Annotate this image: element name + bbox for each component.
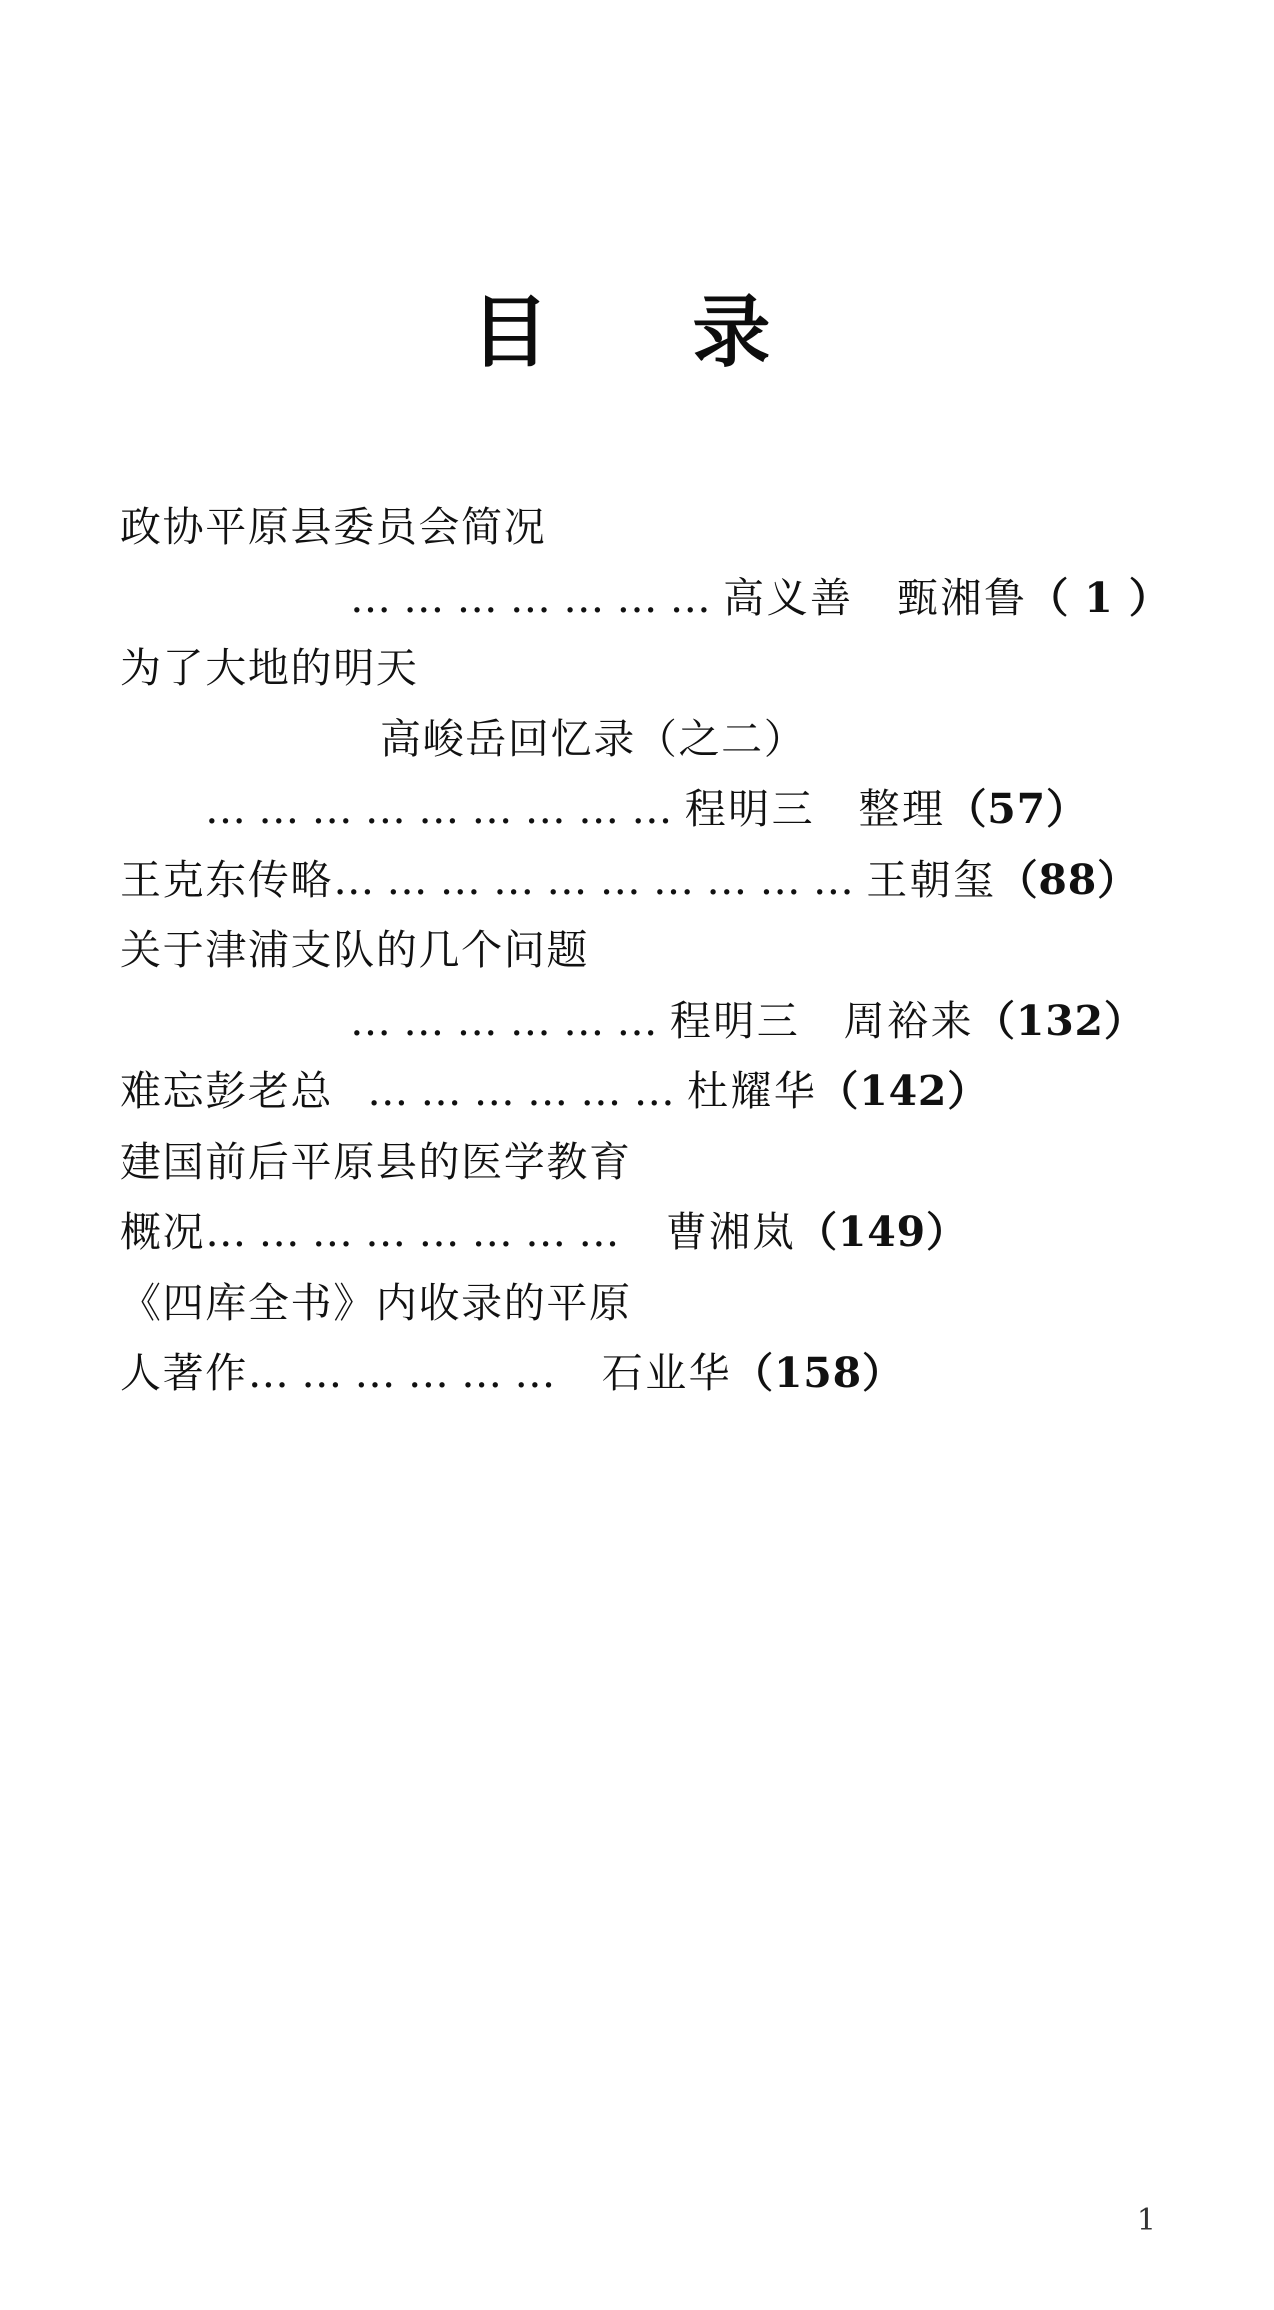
page-folio: 1 xyxy=(1136,2203,1156,2238)
toc-entry-authors: 高义善 甄湘鲁 xyxy=(723,573,1028,622)
leader-dots: ……………… xyxy=(247,1349,568,1398)
toc-entry-title: 难忘彭老总 xyxy=(120,1067,334,1116)
leader-dots: …………………… xyxy=(205,1208,632,1257)
toc-entry-leader-row xyxy=(120,1197,1144,1268)
toc-entry-page: （142） xyxy=(817,1067,990,1116)
toc-entry-authors: 杜耀华 xyxy=(687,1067,818,1116)
toc-entry-subtitle: 高峻岳回忆录（之二） xyxy=(380,714,807,763)
toc-entry-page: （88） xyxy=(996,855,1139,904)
leader-dots: ………………… xyxy=(350,573,724,622)
toc-entry-leader-row xyxy=(120,986,1144,1057)
toc-entry[interactable] xyxy=(120,845,1144,916)
toc-entry-authors: 曹湘岚 xyxy=(665,1208,797,1257)
toc-entry-authors: 程明三 整理 xyxy=(684,785,946,834)
toc-entry-title[interactable]: 建国前后平原县的医学教育 xyxy=(120,1137,632,1186)
leader-dots: ……………… xyxy=(367,1067,688,1116)
toc-entry-title[interactable]: 《四库全书》内收录的平原 xyxy=(120,1278,632,1327)
toc-entry xyxy=(120,492,1171,633)
toc-entry-authors: 王朝玺 xyxy=(866,855,997,904)
toc-entry-leader-row xyxy=(120,1338,1144,1409)
toc-entry-title[interactable]: 为了大地的明天 xyxy=(120,644,419,693)
toc-entry xyxy=(120,915,1144,1056)
page-title: 目 录 xyxy=(470,287,804,378)
toc-entry-title: 王克东传略 xyxy=(120,855,334,904)
toc-entry-page: （149） xyxy=(796,1208,968,1257)
toc-entry-list xyxy=(120,492,1171,1409)
toc-entry-leader-row xyxy=(120,563,1171,634)
toc-entry-page: （57） xyxy=(945,785,1088,834)
toc-entry-title-cont: 人著作 xyxy=(120,1349,248,1398)
toc-entry xyxy=(120,633,1144,845)
leader-dots: ……………………… xyxy=(205,785,685,834)
toc-entry-authors: 程明三 周裕来 xyxy=(669,996,975,1045)
toc-entry xyxy=(120,1268,1144,1409)
toc-entry-title-cont: 概况 xyxy=(120,1208,206,1257)
toc-entry-page: （158） xyxy=(732,1349,904,1398)
leader-dots: ……………… xyxy=(350,996,670,1045)
toc-entry-authors: 石业华 xyxy=(601,1349,733,1398)
toc-entry-title[interactable]: 政协平原县委员会简况 xyxy=(120,503,547,551)
toc-entry-leader-row xyxy=(120,774,1144,845)
toc-entry-page: （ 1 ） xyxy=(1027,573,1171,622)
toc-entry-title[interactable]: 关于津浦支队的几个问题 xyxy=(120,926,590,975)
toc-entry-page: （132） xyxy=(974,996,1146,1045)
toc-entry xyxy=(120,1127,1144,1268)
toc-page xyxy=(0,270,1274,2310)
leader-dots: ………………………… xyxy=(333,855,867,904)
toc-entry[interactable] xyxy=(120,1056,1144,1127)
